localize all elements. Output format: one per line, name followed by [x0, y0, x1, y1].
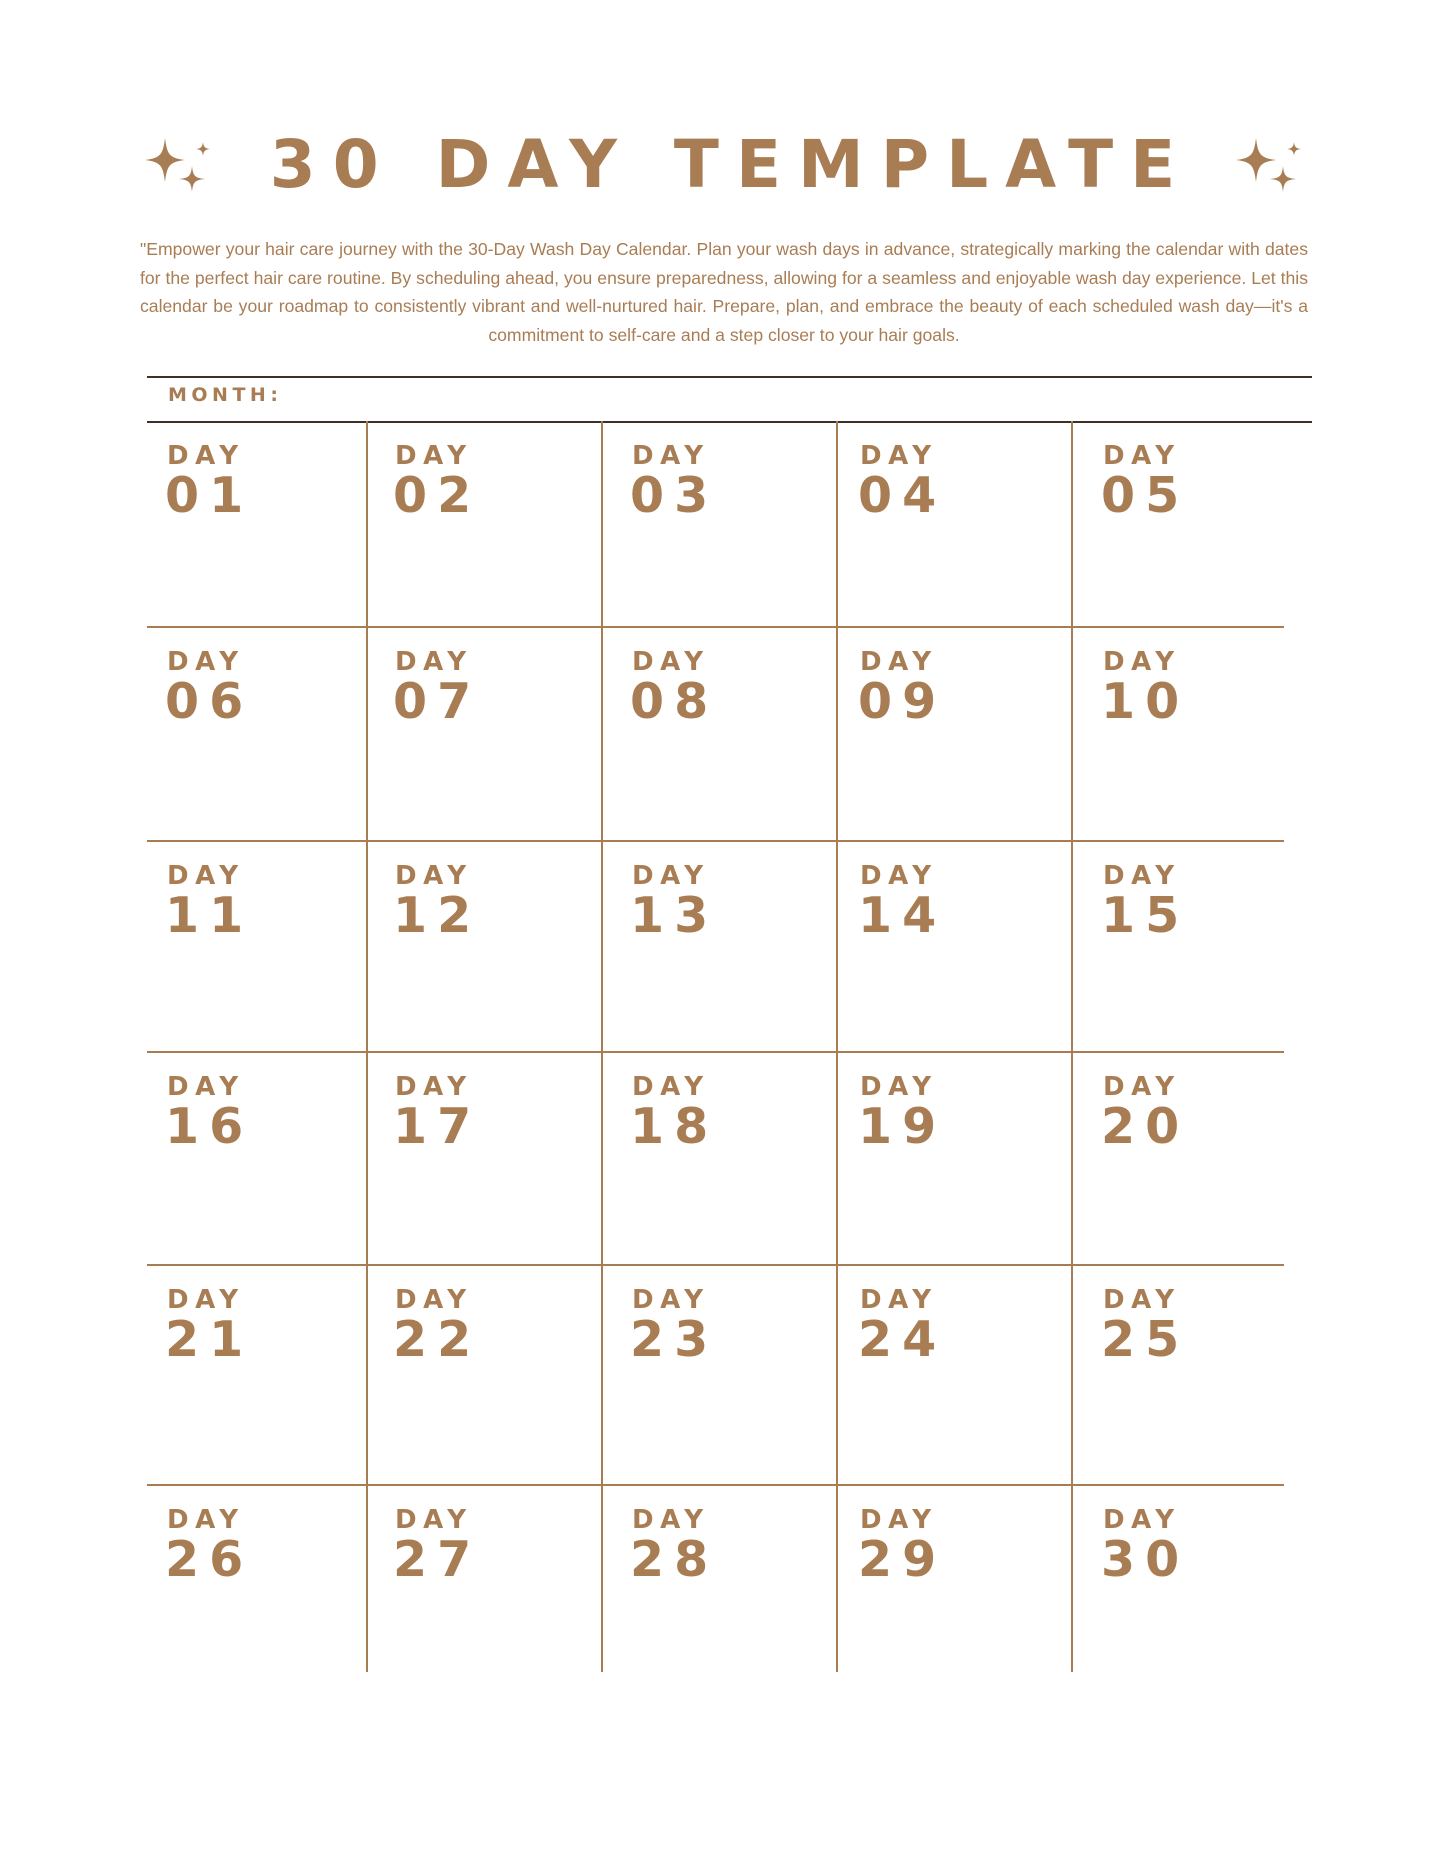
- day-cell[interactable]: [1101, 1072, 1190, 1155]
- day-label: DAY: [632, 1505, 710, 1535]
- day-number: 04: [858, 467, 947, 524]
- day-number: 09: [858, 673, 947, 730]
- day-label: DAY: [632, 1285, 710, 1315]
- day-cell[interactable]: [165, 1072, 254, 1155]
- day-cell[interactable]: [858, 647, 947, 730]
- day-cell[interactable]: [393, 441, 482, 524]
- day-label: DAY: [395, 1072, 473, 1102]
- day-label: DAY: [167, 1285, 245, 1315]
- day-cell[interactable]: [393, 647, 482, 730]
- sparkles-icon: [1232, 134, 1304, 196]
- day-number: 29: [858, 1531, 947, 1588]
- day-label: DAY: [167, 441, 245, 471]
- grid-row-divider: [147, 1051, 1284, 1053]
- month-top-rule: [147, 376, 1312, 378]
- day-cell[interactable]: [1101, 861, 1190, 944]
- day-label: DAY: [632, 441, 710, 471]
- day-number: 17: [393, 1098, 482, 1155]
- day-label: DAY: [395, 647, 473, 677]
- day-label: DAY: [632, 1072, 710, 1102]
- day-cell[interactable]: [630, 1285, 719, 1368]
- day-cell[interactable]: [165, 861, 254, 944]
- day-cell[interactable]: [393, 861, 482, 944]
- day-cell[interactable]: [393, 1505, 482, 1588]
- day-cell[interactable]: [858, 1505, 947, 1588]
- day-number: 11: [165, 887, 254, 944]
- day-number: 19: [858, 1098, 947, 1155]
- day-number: 05: [1101, 467, 1190, 524]
- page-title: 30 DAY TEMPLATE: [269, 125, 1193, 203]
- day-number: 21: [165, 1311, 254, 1368]
- day-label: DAY: [167, 1072, 245, 1102]
- day-number: 30: [1101, 1531, 1190, 1588]
- sparkles-icon: [141, 134, 213, 196]
- day-number: 10: [1101, 673, 1190, 730]
- day-number: 12: [393, 887, 482, 944]
- day-label: DAY: [167, 647, 245, 677]
- day-number: 02: [393, 467, 482, 524]
- day-cell[interactable]: [630, 441, 719, 524]
- day-label: DAY: [860, 1285, 938, 1315]
- day-cell[interactable]: [1101, 1505, 1190, 1588]
- day-cell[interactable]: [858, 441, 947, 524]
- day-label: DAY: [1103, 1505, 1181, 1535]
- day-label: DAY: [1103, 1072, 1181, 1102]
- day-label: DAY: [1103, 1285, 1181, 1315]
- day-label: DAY: [632, 647, 710, 677]
- day-cell[interactable]: [858, 1072, 947, 1155]
- day-label: DAY: [860, 441, 938, 471]
- day-cell[interactable]: [630, 1072, 719, 1155]
- day-cell[interactable]: [165, 1505, 254, 1588]
- day-cell[interactable]: [165, 647, 254, 730]
- day-label: DAY: [1103, 647, 1181, 677]
- day-cell[interactable]: [858, 861, 947, 944]
- day-number: 26: [165, 1531, 254, 1588]
- intro-paragraph: "Empower your hair care journey with the 30-Day Wash Day Calendar. Plan your wash days in advance, strategically marking the calendar with dates for the perfect hair care routine. By scheduling ahead, you ensure preparedness, allowing for a seamless and enjoyable wash day experience. Let this calendar be your roadmap to consistently vibrant and well-nurtured hair. Prepare, plan, and embrace the beauty of each scheduled wash day—it's a commitment to self-care and a step closer to your hair goals.: [140, 239, 1308, 345]
- day-cell[interactable]: [630, 1505, 719, 1588]
- day-cell[interactable]: [858, 1285, 947, 1368]
- day-label: DAY: [395, 1505, 473, 1535]
- day-number: 15: [1101, 887, 1190, 944]
- day-number: 14: [858, 887, 947, 944]
- day-number: 27: [393, 1531, 482, 1588]
- day-label: DAY: [860, 861, 938, 891]
- day-label: DAY: [395, 861, 473, 891]
- day-label: DAY: [167, 1505, 245, 1535]
- day-number: 13: [630, 887, 719, 944]
- day-number: 03: [630, 467, 719, 524]
- month-bottom-rule: [147, 421, 1312, 423]
- day-number: 01: [165, 467, 254, 524]
- month-label: MONTH:: [168, 384, 283, 406]
- day-number: 22: [393, 1311, 482, 1368]
- day-cell[interactable]: [1101, 441, 1190, 524]
- day-label: DAY: [860, 1505, 938, 1535]
- grid-row-divider: [147, 840, 1284, 842]
- day-label: DAY: [1103, 441, 1181, 471]
- day-number: 16: [165, 1098, 254, 1155]
- day-cell[interactable]: [165, 441, 254, 524]
- day-cell[interactable]: [393, 1072, 482, 1155]
- grid-row-divider: [147, 1264, 1284, 1266]
- day-number: 06: [165, 673, 254, 730]
- grid-row-divider: [147, 1484, 1284, 1486]
- grid-row-divider: [147, 626, 1284, 628]
- day-number: 25: [1101, 1311, 1190, 1368]
- day-number: 23: [630, 1311, 719, 1368]
- day-number: 28: [630, 1531, 719, 1588]
- day-label: DAY: [167, 861, 245, 891]
- page-title-row: [0, 122, 1445, 204]
- day-number: 18: [630, 1098, 719, 1155]
- day-number: 20: [1101, 1098, 1190, 1155]
- day-cell[interactable]: [393, 1285, 482, 1368]
- day-number: 07: [393, 673, 482, 730]
- day-number: 08: [630, 673, 719, 730]
- day-cell[interactable]: [165, 1285, 254, 1368]
- day-cell[interactable]: [1101, 647, 1190, 730]
- day-cell[interactable]: [1101, 1285, 1190, 1368]
- day-cell[interactable]: [630, 647, 719, 730]
- day-label: DAY: [395, 441, 473, 471]
- day-label: DAY: [860, 647, 938, 677]
- day-label: DAY: [860, 1072, 938, 1102]
- day-label: DAY: [632, 861, 710, 891]
- day-cell[interactable]: [630, 861, 719, 944]
- day-number: 24: [858, 1311, 947, 1368]
- day-label: DAY: [395, 1285, 473, 1315]
- day-label: DAY: [1103, 861, 1181, 891]
